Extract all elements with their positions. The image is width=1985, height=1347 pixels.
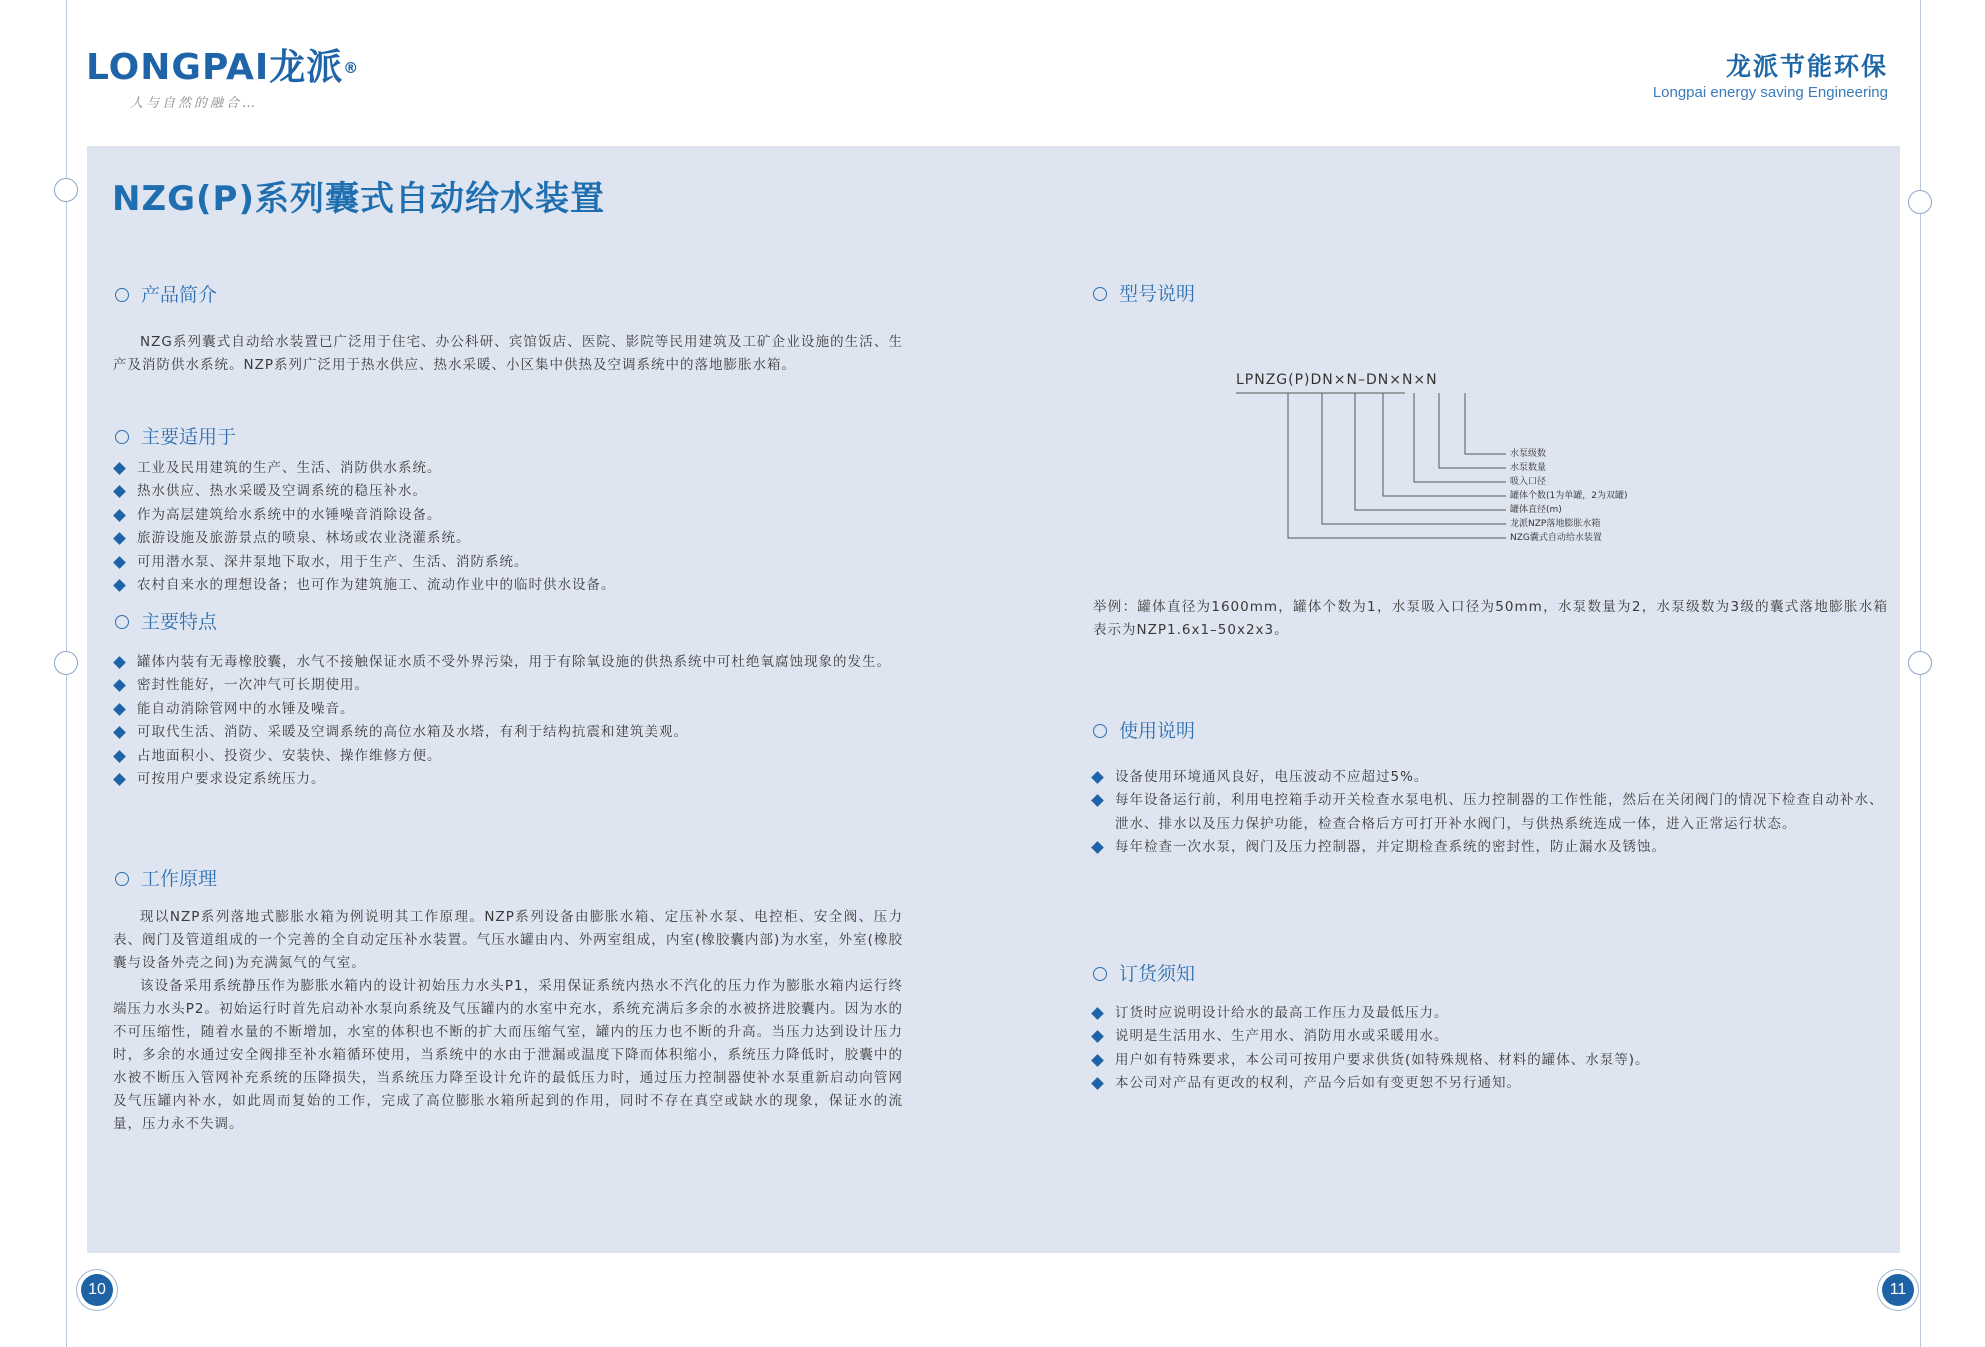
intro-paragraph bbox=[113, 331, 903, 377]
brand-name-en: Longpai energy saving Engineering bbox=[1652, 84, 1888, 101]
section-title: 主要特点 bbox=[141, 611, 218, 633]
list-item: 罐体内装有无毒橡胶囊，水气不接触保证水质不受外界污染，用于有除氧设施的供热系统中可杜绝氧腐蚀现象的发生。 bbox=[113, 651, 903, 674]
list-item: 每年设备运行前，利用电控箱手动开关检查水泵电机、压力控制器的工作性能，然后在关闭阀门的情况下检查自动补水、泄水、排水以及压力保护功能，检查合格后方可打开补水阀门，与供热系统连成一体，进入正常运行状态。 bbox=[1091, 789, 1886, 836]
circle-bullet-icon bbox=[1093, 967, 1107, 981]
model-label: 水泵级数 bbox=[1510, 449, 1547, 459]
section-title: 工作原理 bbox=[141, 868, 218, 890]
model-label: 水泵数量 bbox=[1510, 463, 1547, 473]
section-heading-principle bbox=[115, 867, 217, 891]
section-title: 产品简介 bbox=[141, 284, 218, 306]
model-example-text: 举例：罐体直径为1600mm，罐体个数为1，水泵吸入口径为50mm，水泵数量为2，水泵级数为3级的囊式落地膨胀水箱表示为NZP1.6x1–50x2x3。 bbox=[1093, 599, 1888, 638]
section-title: 使用说明 bbox=[1119, 720, 1196, 742]
list-item: 能自动消除管网中的水锤及噪音。 bbox=[113, 698, 903, 721]
binder-ring-decoration bbox=[54, 651, 78, 675]
list-item: 占地面积小、投资少、安装快、操作维修方便。 bbox=[113, 745, 903, 768]
section-heading-instructions bbox=[1093, 719, 1195, 743]
circle-bullet-icon bbox=[1093, 724, 1107, 738]
instructions-list bbox=[1091, 766, 1886, 860]
page-number-left: 10 bbox=[81, 1274, 113, 1306]
binder-ring-decoration bbox=[54, 178, 78, 202]
model-label: 龙派NZP落地膨胀水箱 bbox=[1510, 519, 1601, 529]
model-code-diagram bbox=[1236, 370, 1636, 570]
section-heading-features bbox=[115, 610, 217, 634]
page-title: NZG(P)系列囊式自动给水装置 bbox=[112, 179, 606, 219]
section-title: 订货须知 bbox=[1119, 963, 1196, 985]
features-list bbox=[113, 651, 903, 791]
list-item: 热水供应、热水采暖及空调系统的稳压补水。 bbox=[113, 480, 903, 503]
circle-bullet-icon bbox=[115, 288, 129, 302]
list-item: 可用潜水泵、深井泵地下取水，用于生产、生活、消防系统。 bbox=[113, 551, 903, 574]
intro-text: NZG系列囊式自动给水装置已广泛用于住宅、办公科研、宾馆饭店、医院、影院等民用建筑及工矿企业设施的生活、生产及消防供水系统。NZP系列广泛用于热水供应、热水采暖、小区集中供热及空调系统中的落地膨胀水箱。 bbox=[113, 334, 903, 373]
section-title: 型号说明 bbox=[1119, 283, 1196, 305]
list-item: 作为高层建筑给水系统中的水锤噪音消除设备。 bbox=[113, 504, 903, 527]
circle-bullet-icon bbox=[115, 615, 129, 629]
list-item: 密封性能好，一次冲气可长期使用。 bbox=[113, 674, 903, 697]
section-heading-model bbox=[1093, 282, 1195, 306]
circle-bullet-icon bbox=[115, 872, 129, 886]
company-logo bbox=[86, 48, 359, 111]
list-item: 可取代生活、消防、采暖及空调系统的高位水箱及水塔，有利于结构抗震和建筑美观。 bbox=[113, 721, 903, 744]
list-item: 每年检查一次水泵，阀门及压力控制器，并定期检查系统的密封性，防止漏水及锈蚀。 bbox=[1091, 836, 1886, 859]
usage-list bbox=[113, 457, 903, 597]
list-item: 用户如有特殊要求，本公司可按用户要求供货(如特殊规格、材料的罐体、水泵等)。 bbox=[1091, 1049, 1886, 1072]
binder-ring-decoration bbox=[1908, 651, 1932, 675]
section-heading-usage bbox=[115, 425, 236, 449]
list-item: 旅游设施及旅游景点的喷泉、林场或农业浇灌系统。 bbox=[113, 527, 903, 550]
brand-name-cn: 龙派节能环保 bbox=[1725, 52, 1888, 81]
list-item: 工业及民用建筑的生产、生活、消防供水系统。 bbox=[113, 457, 903, 480]
circle-bullet-icon bbox=[1093, 287, 1107, 301]
logo-text: LONGPAI龙派 bbox=[86, 47, 344, 88]
circle-bullet-icon bbox=[115, 430, 129, 444]
ordering-list bbox=[1091, 1002, 1886, 1096]
list-item: 设备使用环境通风良好，电压波动不应超过5%。 bbox=[1091, 766, 1886, 789]
logo-slogan: 人与自然的融合… bbox=[130, 96, 259, 111]
list-item: 订货时应说明设计给水的最高工作压力及最低压力。 bbox=[1091, 1002, 1886, 1025]
principle-text: 该设备采用系统静压作为膨胀水箱内的设计初始压力水头P1，采用保证系统内热水不汽化的压力作为膨胀水箱内运行终端压力水头P2。初始运行时首先启动补水泵向系统及气压罐内的水室中充水，系统充满后多余的水被挤进胶囊内。因为水的不可压缩性，随着水量的不断增加，水室的体积也不断的扩大而压缩气室，罐内的压力也不断的升高。当压力达到设计压力时，多余的水通过安全阀排至补水箱循环使用，当系统中的水由于泄漏或温度下降而体积缩小，系统压力降低时，胶囊中的水被不断压入管网补充系统的压降损失，当系统压力降至设计允许的最低压力时，通过压力控制器使补水泵重新启动向管网及气压罐内补水，如此周而复始的工作，完成了高位膨胀水箱所起到的作用，同时不存在真空或缺水的现象，保证水的流量，压力永不失调。 bbox=[113, 978, 903, 1132]
section-heading-ordering bbox=[1093, 962, 1195, 986]
binder-ring-decoration bbox=[1908, 190, 1932, 214]
list-item: 说明是生活用水、生产用水、消防用水或采暖用水。 bbox=[1091, 1025, 1886, 1048]
model-code: LPNZG(P)DN×N–DN×N×N bbox=[1236, 372, 1438, 388]
page-number-right: 11 bbox=[1882, 1274, 1914, 1306]
principle-paragraphs bbox=[113, 906, 903, 1136]
model-example bbox=[1093, 596, 1888, 642]
principle-text: 现以NZP系列落地式膨胀水箱为例说明其工作原理。NZP系列设备由膨胀水箱、定压补水泵、电控柜、安全阀、压力表、阀门及管道组成的一个完善的全自动定压补水装置。气压水罐由内、外两室组成，内室(橡胶囊内部)为水室，外室(橡胶囊与设备外壳之间)为充满氮气的气室。 bbox=[113, 909, 903, 971]
model-label: NZG囊式自动给水装置 bbox=[1510, 533, 1602, 543]
model-label: 罐体直径(m) bbox=[1510, 505, 1562, 515]
section-heading-intro bbox=[115, 283, 217, 307]
list-item: 农村自来水的理想设备；也可作为建筑施工、流动作业中的临时供水设备。 bbox=[113, 574, 903, 597]
brand-header bbox=[1653, 52, 1888, 102]
registered-mark: ® bbox=[343, 59, 360, 77]
model-label: 吸入口径 bbox=[1510, 477, 1547, 487]
model-label: 罐体个数(1为单罐，2为双罐) bbox=[1510, 491, 1628, 501]
list-item: 本公司对产品有更改的权利，产品今后如有变更恕不另行通知。 bbox=[1091, 1072, 1886, 1095]
list-item: 可按用户要求设定系统压力。 bbox=[113, 768, 903, 791]
section-title: 主要适用于 bbox=[141, 426, 237, 448]
